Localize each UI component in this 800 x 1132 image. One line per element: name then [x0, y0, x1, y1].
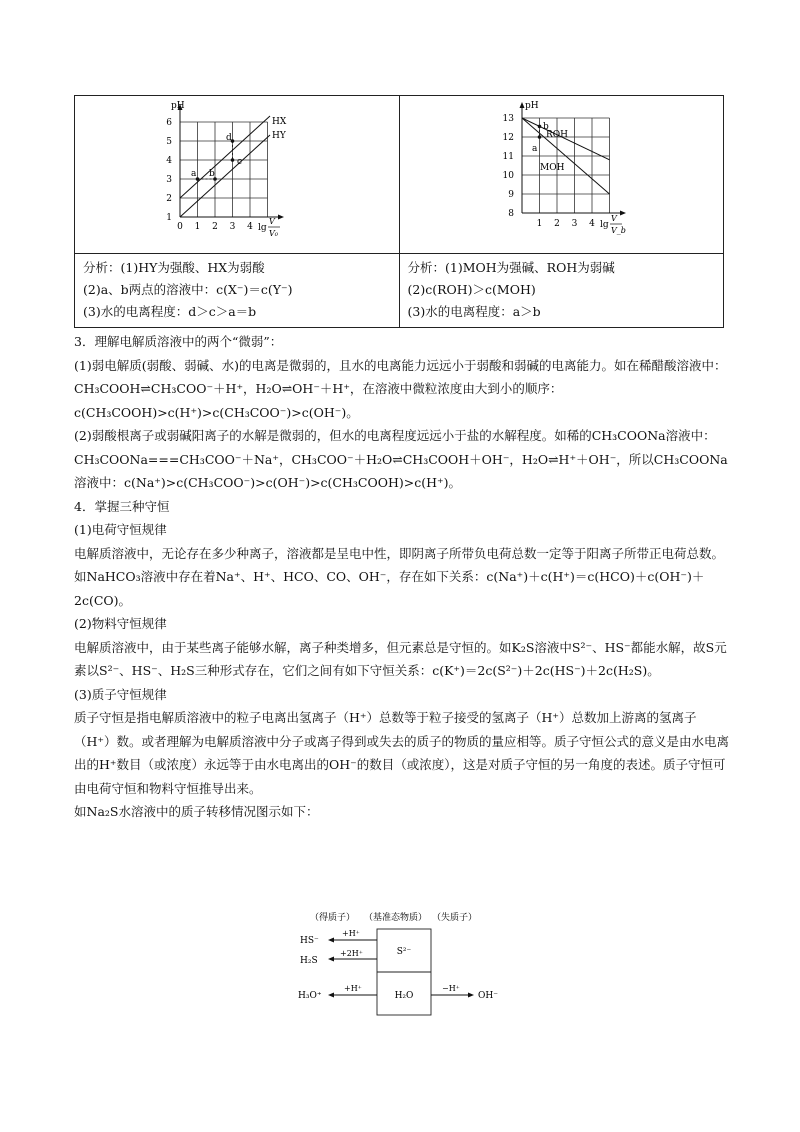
right-y-tick: 13: [502, 114, 514, 124]
subheading-proton: (3)质子守恒规律: [74, 686, 167, 702]
left-x-axis-den: V₀: [269, 229, 278, 238]
left-point-label-d: d: [226, 133, 232, 143]
right-analysis-line-1: 分析：(1)MOH为强碱、ROH为弱碱: [407, 260, 615, 275]
left-y-tick: 5: [166, 137, 172, 147]
left-y-tick: 3: [166, 175, 172, 185]
right-analysis-line-2: (2)c(ROH)＞c(MOH): [407, 282, 536, 297]
section-heading-3: 3．理解电解质溶液中的两个“微弱”：: [74, 334, 283, 349]
right-ph-chart: [400, 96, 724, 249]
subheading-charge: (1)电荷守恒规律: [74, 522, 167, 537]
left-x-tick: 2: [212, 222, 218, 232]
left-series-label-hy: HY: [272, 131, 286, 141]
right-x-axis-den: V_b: [610, 226, 626, 235]
paragraph-diagram-intro: 如Na₂S水溶液中的质子转移情况图示如下：: [74, 804, 319, 819]
left-analysis-cell: [75, 254, 400, 328]
right-graph-cell: [399, 96, 724, 254]
right-y-tick: 12: [502, 133, 514, 143]
right-point-a: [537, 135, 541, 139]
left-analysis-line-2: (2)a、b两点的溶液中：c(X⁻)＝c(Y⁻): [83, 282, 293, 297]
left-x-tick: 1: [194, 222, 201, 232]
right-x-axis-lg: lg: [599, 220, 609, 230]
plus-h-label-2: +H⁺: [344, 984, 362, 993]
h2s-label: H₂S: [300, 956, 318, 966]
header-lose-proton: （失质子）: [432, 913, 478, 923]
left-x-tick: 4: [247, 222, 253, 232]
right-y-tick: 9: [507, 190, 514, 200]
left-series-label-hx: HX: [272, 117, 287, 127]
left-y-axis-label: pH: [171, 101, 185, 111]
paragraph-charge: 电解质溶液中，无论存在多少种离子，溶液都是呈电中性，即阴离子所带负电荷总数一定等于阳离子所带正电荷总数。如NaHCO₃溶液中存在着Na⁺、H⁺、HCO、CO、OH⁻，存在如下关系：c(Na⁺)＋c(H⁺)＝c(HCO)＋c(OH⁻)＋2c(CO)。: [74, 545, 725, 608]
oh-label: OH⁻: [478, 991, 498, 1001]
left-y-tick: 1: [166, 213, 172, 223]
right-y-tick: 10: [502, 171, 514, 181]
body-text: [74, 330, 732, 824]
left-x-tick: 0: [177, 222, 183, 232]
paragraph-weak-hydrolysis: (2)弱酸根离子或弱碱阳离子的水解是微弱的，但水的电离程度远远小于盐的水解程度。如稀的CH₃COONa溶液中：CH₃COONa===CH₃COO⁻＋Na⁺，CH₃COO⁻＋H₂O⇌CH₃COOH＋OH⁻，H₂O⇌H⁺＋OH⁻，所以CH₃COONa溶液中：c(Na⁺)>c(CH₃COO⁻)>c(OH⁻)>c(CH₃COOH)>c(H⁺)。: [74, 428, 728, 490]
left-point-label-c: c: [237, 157, 243, 167]
header-base-state: （基准态物质）: [364, 913, 428, 923]
right-x-tick: 1: [536, 219, 542, 229]
paragraph-proton: 质子守恒是指电解质溶液中的粒子电离出氢离子（H⁺）总数等于粒子接受的氢离子（H⁺）总数加上游离的氢离子（H⁺）数。或者理解为电解质溶液中分子或离子得到或失去的质子的物质的量应相等。质子守恒公式的意义是由水电离出的H⁺数目（或浓度）永远等于由水电离出的OH⁻的数目（或浓度），这是对质子守恒的另一角度的表述。质子守恒可由电荷守恒和物料守恒推导出来。: [74, 710, 730, 796]
left-graph-cell: [75, 96, 400, 254]
right-x-tick: 3: [571, 219, 577, 229]
left-x-tick: 3: [229, 222, 236, 232]
left-x-axis-lg: lg: [258, 223, 267, 233]
proton-transfer-diagram: [292, 910, 522, 1024]
left-y-tick: 4: [166, 156, 172, 166]
paragraph-weak-electrolyte: (1)弱电解质(弱酸、弱碱、水)的电离是微弱的，且水的电离能力远远小于弱酸和弱碱的电离能力。如在稀醋酸溶液中：CH₃COOH⇌CH₃COO⁻＋H⁺，H₂O⇌OH⁻＋H⁺，在溶液中微粒浓度由大到小的顺序：c(CH₃COOH)>c(H⁺)>c(CH₃COO⁻)>c(OH⁻)。: [74, 357, 727, 420]
left-x-axis-num: V: [269, 217, 275, 226]
right-series-label-roh: ROH: [545, 130, 568, 140]
right-x-tick: 2: [553, 219, 560, 229]
right-series-label-moh: MOH: [539, 163, 564, 173]
left-point-c: [231, 158, 235, 162]
right-analysis-line-3: (3)水的电离程度：a＞b: [407, 304, 541, 319]
left-ph-chart: [75, 96, 399, 249]
right-analysis-cell: [399, 254, 724, 328]
plus-2h-label: +2H⁺: [340, 949, 363, 958]
comparison-table: [74, 95, 724, 328]
header-gain-proton: （得质子）: [310, 913, 356, 923]
right-x-axis-num: V: [610, 214, 617, 223]
right-y-tick: 11: [502, 152, 514, 162]
left-y-tick: 2: [166, 194, 172, 204]
paragraph-material: 电解质溶液中，由于某些离子能够水解，离子种类增多，但元素总是守恒的。如K₂S溶液中S²⁻、HS⁻都能水解，故S元素以S²⁻、HS⁻、H₂S三种形式存在，它们之间有如下守恒关系：c(K⁺)＝2c(S²⁻)＋2c(HS⁻)＋2c(H₂S)。: [74, 639, 727, 678]
left-analysis-line-3: (3)水的电离程度：d＞c＞a＝b: [83, 304, 257, 319]
subheading-material: (2)物料守恒规律: [74, 616, 167, 631]
left-analysis-line-1: 分析：(1)HY为强酸、HX为弱酸: [83, 260, 265, 275]
right-point-label-a: a: [531, 144, 537, 154]
left-point-label-b: b: [209, 169, 215, 179]
minus-h-label: −H⁺: [442, 984, 460, 993]
right-y-tick: 8: [507, 209, 514, 219]
h2o-label: H₂O: [394, 991, 414, 1001]
section-heading-4: 4．掌握三种守恒: [74, 498, 170, 514]
right-y-axis-label: pH: [524, 101, 539, 111]
plus-h-label: +H⁺: [342, 929, 360, 938]
h3o-label: H₃O⁺: [298, 991, 322, 1001]
right-x-tick: 4: [588, 219, 595, 229]
right-point-b: [537, 125, 541, 129]
hs-label: HS⁻: [300, 936, 319, 946]
document-page: [74, 95, 724, 328]
left-y-tick: 6: [166, 118, 172, 128]
left-series-hx-line: [180, 116, 270, 198]
s2-label: S²⁻: [396, 947, 412, 957]
left-point-label-a: a: [191, 169, 197, 179]
right-point-label-b: b: [542, 122, 549, 132]
